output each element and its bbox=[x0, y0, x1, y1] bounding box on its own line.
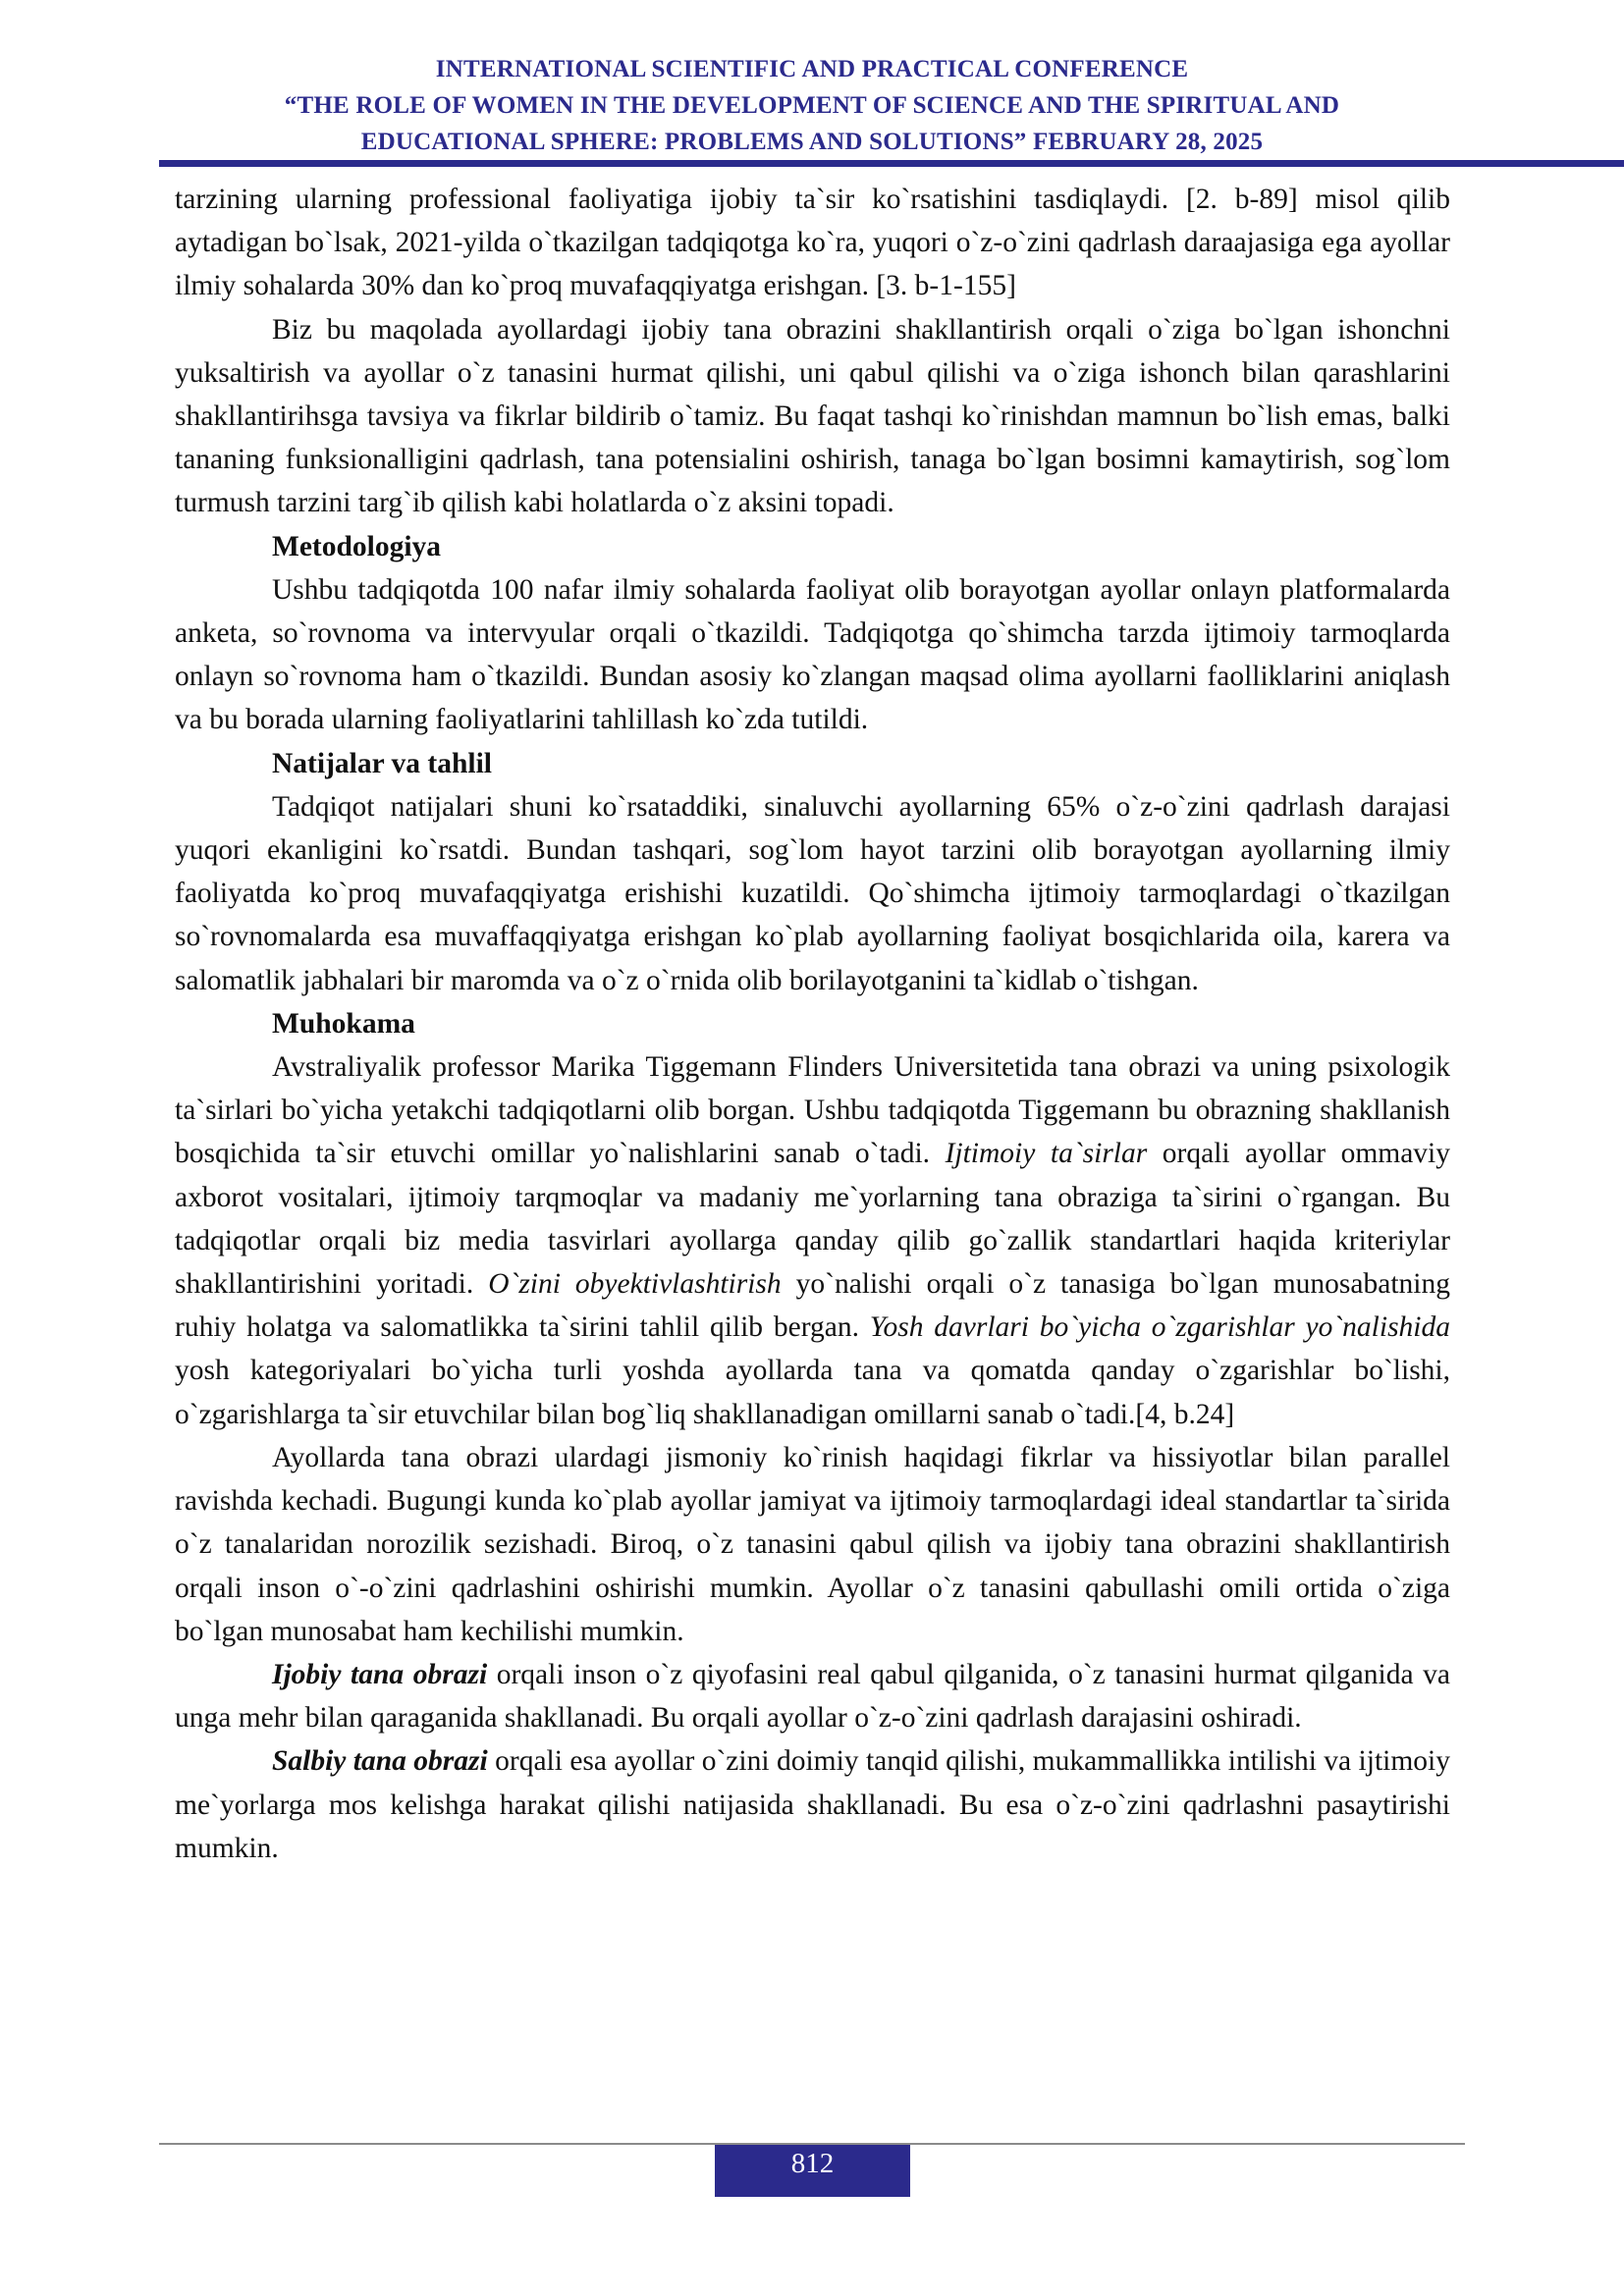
header-line-1: INTERNATIONAL SCIENTIFIC AND PRACTICAL CONFERENCE bbox=[435, 56, 1189, 82]
term-age-changes: Yosh davrlari bo`yicha o`zgarishlar yo`nalishida bbox=[869, 1311, 1450, 1344]
paragraph-continuation: tarzining ularning professional faoliyatiga ijobiy ta`sir ko`rsatishini tasdiqlaydi. [2. b-89] misol qilib aytadigan bo`lsak, 2021-yilda o`tkazilgan tadqiqotga ko`ra, yuqori o`z-o`zini qadrlash daraajasiga ega ayollar ilmiy sohalarda 30% dan ko`proq muvafaqqiyatga erishgan. [3. b-1-155] bbox=[175, 184, 1450, 302]
section-heading-muhokama: Muhokama bbox=[272, 1007, 415, 1040]
discussion-text-a: Avstraliyalik professor Marika Tiggemann Flinders Universitetida tana obrazi va uning psixologik ta`sirlari bo`yicha yetakchi tadqiqotlarni olib borgan. Ushbu tadqiqotda Tiggemann bu obrazning shakllanish bosqichida ta`sir etuvchi omillar yo`nalishlarini sanab o`tadi. bbox=[175, 1051, 1450, 1170]
header-line-2: “THE ROLE OF WOMEN IN THE DEVELOPMENT OF SCIENCE AND THE SPIRITUAL AND bbox=[284, 92, 1340, 119]
paragraph-body-image: Ayollarda tana obrazi ulardagi jismoniy ko`rinish haqidagi fikrlar va hissiyotlar bilan parallel ravishda kechadi. Bugungi kunda ko`plab ayollar jamiyat va ijtimoiy tarmoqlardagi ideal standartlar ta`sirida o`z tanalaridan norozilik sezishadi. Biroq, o`z tanasini qabul qilish va ijobiy tana obrazini shakllantirish orqali inson o`-o`zini qadrlashini oshirishi mumkin. Ayollar o`z tanasini qabullashi omili ortida o`ziga bo`lgan munosabat ham kechilishi mumkin. bbox=[175, 1441, 1450, 1647]
positive-image-text: orqali inson o`z qiyofasini real qabul qilganida, o`z tanasini hurmat qilganida va unga mehr bilan qaraganida shakllanadi. Bu orqali ayollar o`z-o`zini qadrlash darajasini oshiradi. bbox=[175, 1658, 1450, 1735]
term-social-influences: Ijtimoiy ta`sirlar bbox=[945, 1138, 1148, 1170]
discussion-text-b: orqali ayollar ommaviy axborot vositalari, ijtimoiy tarqmoqlar va madaniy me`yorlarning tana obraziga ta`sirini o`rgangan. Bu tadqiqotlar orqali biz media tasvirlari ayollarga qanday qilib go`zallik standartlari haqida kriteriylar shakllantirishini yoritadi. bbox=[175, 1138, 1450, 1301]
conference-header bbox=[0, 51, 1624, 160]
section-heading-metodologiya: Metodologiya bbox=[272, 530, 442, 562]
paragraph-positive-image bbox=[175, 1653, 1450, 1739]
page-number: 812 bbox=[790, 2148, 835, 2179]
section-heading-natijalar: Natijalar va tahlil bbox=[272, 747, 492, 779]
paragraph-methodology: Ushbu tadqiqotda 100 nafar ilmiy sohalarda faoliyat olib borayotgan ayollar onlayn platformalarda anketa, so`rovnoma va intervyular orqali o`tkazildi. Tadqiqotga qo`shimcha tarzda ijtimoiy tarmoqlarda onlayn so`rovnoma ham o`tkazildi. Bundan asosiy ko`zlangan maqsad olima ayollarni faolliklarini aniqlash va bu borada ularning faoliyatlarini tahlillash ko`zda tutildi. bbox=[175, 573, 1450, 736]
header-divider bbox=[159, 160, 1624, 167]
page-number-box bbox=[715, 2145, 910, 2197]
discussion-text-d: yosh kategoriyalari bo`yicha turli yoshda ayollarda tana va qomatda qanday o`zgarishlar bo`lishi, o`zgarishlarga ta`sir etuvchilar bilan bog`liq shakllanadigan omillarni sanab o`tadi.[4, b.24] bbox=[175, 1355, 1450, 1430]
term-negative-body-image: Salbiy tana obrazi bbox=[272, 1745, 488, 1778]
paragraph-discussion bbox=[175, 1045, 1450, 1436]
header-line-3: EDUCATIONAL SPHERE: PROBLEMS AND SOLUTIONS” FEBRUARY 28, 2025 bbox=[360, 129, 1264, 155]
discussion-text-c: yo`nalishi orqali o`z tanasiga bo`lgan munosabatning ruhiy holatga va salomatlikka ta`sirini tahlil qilib bergan. bbox=[175, 1268, 1450, 1344]
paragraph-negative-image bbox=[175, 1739, 1450, 1870]
paragraph-aim: Biz bu maqolada ayollardagi ijobiy tana obrazini shakllantirish orqali o`ziga bo`lgan ishonchni yuksaltirish va ayollar o`z tanasini hurmat qilishi, uni qabul qilishi va o`ziga ishonch bilan qarashlarini shakllantirihsga tavsiya va fikrlar bildirib o`tamiz. Bu faqat tashqi ko`rinishdan mamnun bo`lish emas, balki tananing funksionalligini qadrlash, tana potensialini oshirish, tanaga bo`lgan bosimni kamaytirish, sog`lom turmush tarzini targ`ib qilish kabi holatlarda o`z aksini topadi. bbox=[175, 313, 1450, 519]
paragraph-results: Tadqiqot natijalari shuni ko`rsataddiki, sinaluvchi ayollarning 65% o`z-o`zini qadrlash darajasi yuqori ekanligini ko`rsatdi. Bundan tashqari, sog`lom hayot tarzini olib borayotgan ayollarning ilmiy faoliyatda ko`proq muvafaqqiyatga erishishi kuzatildi. Qo`shimcha ijtimoiy tarmoqlardagi o`tkazilgan so`rovnomalarda esa muvaffaqqiyatga erishgan ko`plab ayollarning faoliyat bosqichlarida oila, karera va salomatlik jabhalari bir maromda va o`z o`rnida olib borilayotganini ta`kidlab o`tishgan. bbox=[175, 790, 1450, 996]
term-self-objectification: O`zini obyektivlashtirish bbox=[488, 1268, 782, 1301]
negative-image-text: orqali esa ayollar o`zini doimiy tanqid qilishi, mukammallikka intilishi va ijtimoiy me`yorlarga mos kelishga harakat qilishi natijasida shakllanadi. Bu esa o`z-o`zini qadrlashni pasaytirishi mumkin. bbox=[175, 1745, 1450, 1864]
article-body bbox=[175, 178, 1450, 1870]
term-positive-body-image: Ijobiy tana obrazi bbox=[272, 1658, 488, 1690]
